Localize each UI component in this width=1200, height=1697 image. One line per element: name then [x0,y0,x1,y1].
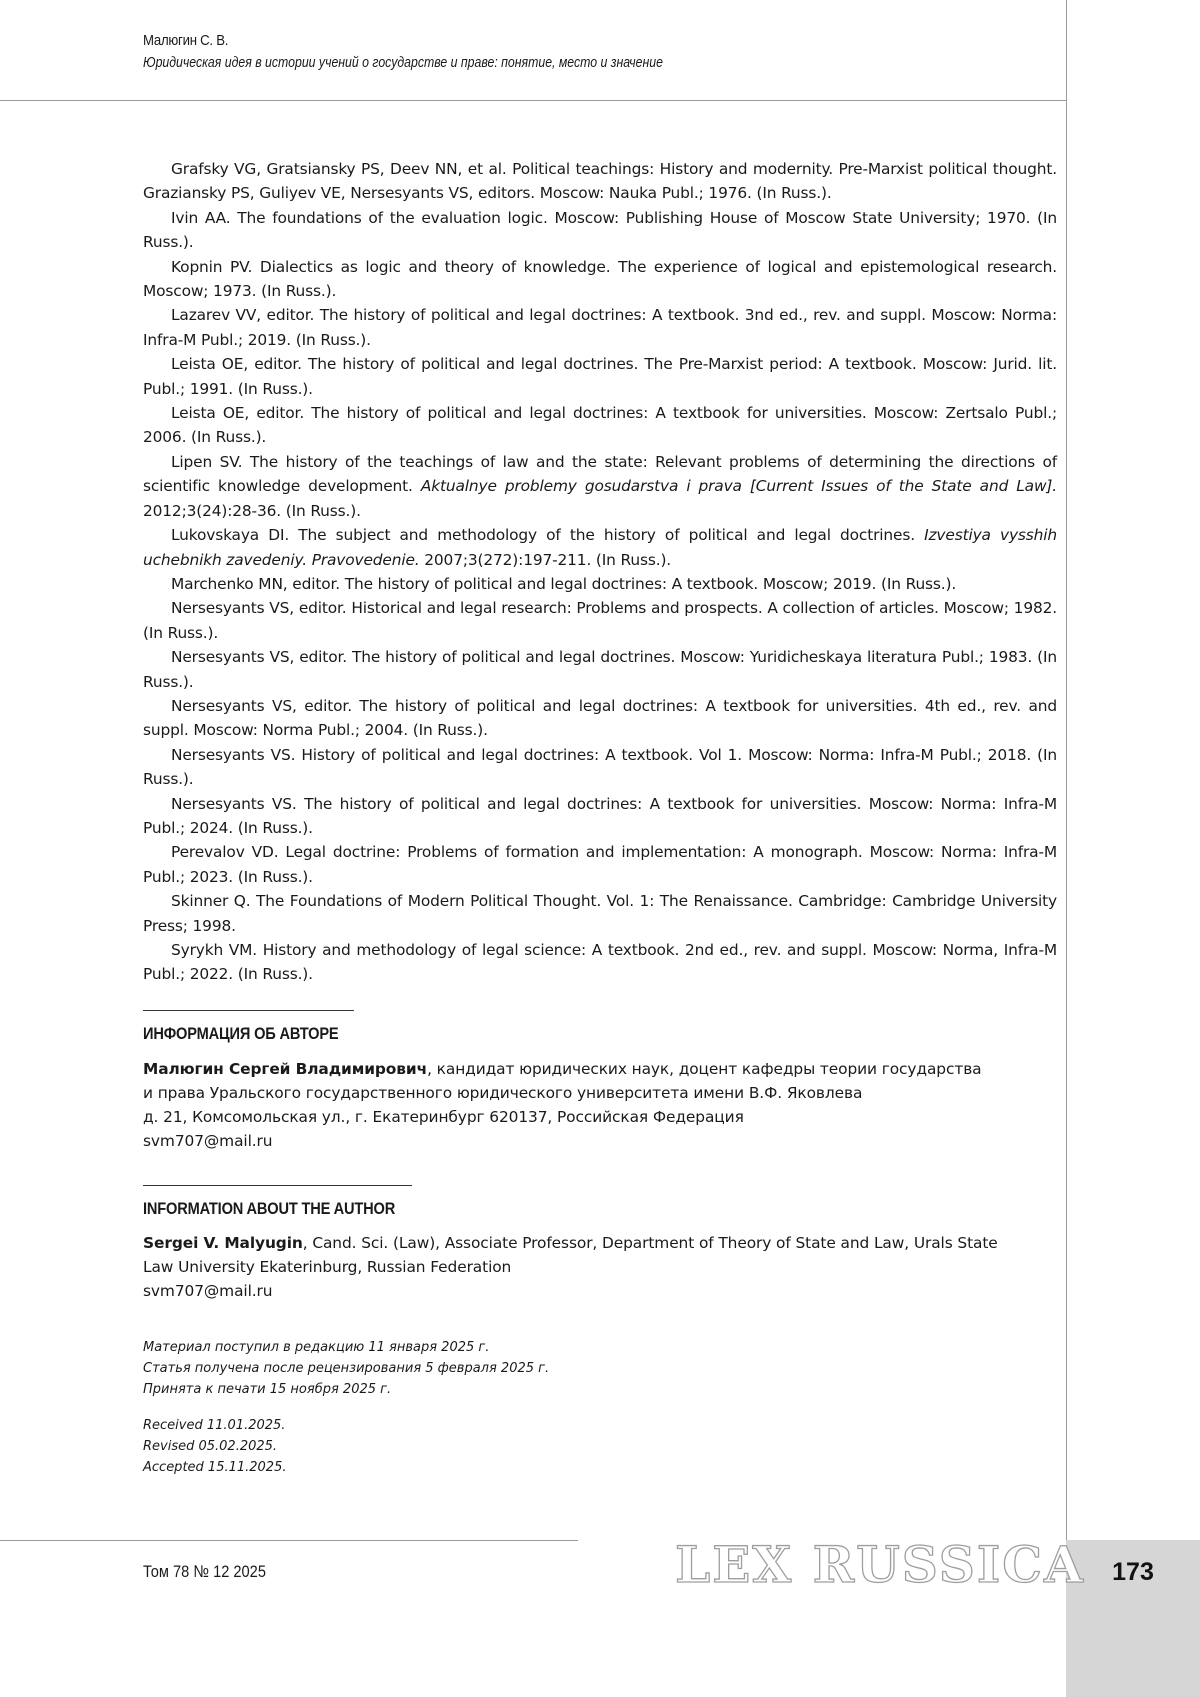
journal-logo [675,1532,1085,1594]
reference-entry: Nersesyants VS, editor. Historical and legal research: Problems and prospects. A collection of articles. Moscow; 1982. (In Russ.). [143,599,1057,642]
running-head [143,32,1043,71]
date-revised-en: Revised 05.02.2025. [143,1439,278,1454]
reference-entry: Lazarev VV, editor. The history of political and legal doctrines: A textbook. 3nd ed., rev. and suppl. Moscow: Norma: Infra-M Publ.; 2019. (In Russ.). [143,306,1057,349]
reference-entry: Nersesyants VS. History of political and legal doctrines: A textbook. Vol 1. Moscow: Norma: Infra-M Publ.; 2018. (In Russ.). [143,745,1057,789]
header-rule [0,100,1066,101]
reference-entry: Ivin AA. The foundations of the evaluation logic. Moscow: Publishing House of Moscow State University; 1970. (In Russ.). [143,208,1057,252]
reference-entry: Lukovskaya DI. The subject and methodology of the history of political and legal doctrines. Izvestiya vysshih uchebnikh zavedeniy. Pravovedenie. 2007;3(272):197-211. (In Russ.). [143,526,1057,569]
page-edge-rule [1066,0,1067,1540]
reference-list [143,157,1057,987]
date-accepted-en: Accepted 15.11.2025. [143,1460,287,1475]
date-accepted-ru: Принята к печати 15 ноября 2025 г. [143,1382,392,1397]
author-info-ru-text [143,1057,1057,1153]
author-address-ru: д. 21, Комсомольская ул., г. Екатеринбург 620137, Российская Федерация [143,1108,744,1126]
author-info-en-heading: INFORMATION ABOUT THE AUTHOR [143,1199,396,1218]
reference-entry: Nersesyants VS, editor. The history of political and legal doctrines: A textbook for universities. 4th ed., rev. and suppl. Moscow: Norma Publ.; 2004. (In Russ.). [143,696,1057,740]
author-affiliation-ru: , кандидат юридических наук, доцент кафедры теории государства [427,1060,982,1078]
author-info-ru-heading: ИНФОРМАЦИЯ ОБ АВТОРЕ [143,1024,339,1043]
author-name-en: Sergei V. Malyugin [143,1234,303,1252]
date-received-ru: Материал поступил в редакцию 11 января 2025 г. [143,1340,490,1355]
date-revised-ru: Статья получена после рецензирования 5 февраля 2025 г. [143,1361,550,1376]
section-rule [143,1010,354,1011]
author-info-ru [143,1010,1057,1153]
submission-dates-ru [143,1337,549,1400]
author-affiliation-en-line2: Law University Ekaterinburg, Russian Federation [143,1258,512,1276]
journal-logo-text: LEX RUSSICA [675,1535,1085,1594]
reference-entry: Syrykh VM. History and methodology of legal science: A textbook. 2nd ed., rev. and suppl. Moscow: Norma, Infra-M Publ.; 2022. (In Russ.). [143,941,1057,984]
author-affiliation-en: , Cand. Sci. (Law), Associate Professor, Department of Theory of State and Law, Urals State [302,1234,998,1252]
section-rule [143,1185,412,1186]
author-name-ru: Малюгин Сергей Владимирович [143,1060,428,1078]
journal-issue: Том 78 № 12 2025 [143,1562,266,1581]
reference-entry: Skinner Q. The Foundations of Modern Political Thought. Vol. 1: The Renaissance. Cambridge: Cambridge University Press; 1998. [143,892,1057,935]
author-email-ru[interactable]: svm707@mail.ru [143,1132,273,1150]
reference-entry: Leista OE, editor. The history of political and legal doctrines. The Pre-Marxist period: A textbook. Moscow: Jurid. lit. Publ.; 1991. (In Russ.). [143,355,1057,398]
author-info-en [143,1185,1057,1303]
reference-entry: Nersesyants VS. The history of political and legal doctrines: A textbook for universities. Moscow: Norma: Infra-M Publ.; 2024. (In Russ.). [143,794,1057,837]
author-affiliation-ru-line2: и права Уральского государственного юридического университета имени В.Ф. Яковлева [143,1084,863,1102]
running-head-author: Малюгин С. В. [143,32,229,49]
reference-entry: Grafsky VG, Gratsiansky PS, Deev NN, et al. Political teachings: History and modernity. Pre-Marxist political thought. Graziansky PS, Guliyev VE, Nersesyants VS, editors. Moscow: Nauka Publ.; 1976. (In Russ.). [143,160,1057,203]
author-email-en[interactable]: svm707@mail.ru [143,1282,273,1300]
date-received-en: Received 11.01.2025. [143,1418,286,1433]
page-number: 173 [1112,1558,1154,1586]
reference-entry: Lipen SV. The history of the teachings of law and the state: Relevant problems of determining the directions of scientific knowledge development. Aktualnye problemy gosudarstva i prava [Current Issues of the State and Law]. 2012;3(24):28-36. (In Russ.). [143,452,1057,520]
submission-dates-en [143,1415,286,1478]
author-info-en-text [143,1231,1057,1303]
reference-entry: Kopnin PV. Dialectics as logic and theory of knowledge. The experience of logical and epistemological research. Moscow; 1973. (In Russ.). [143,257,1057,301]
reference-entry: Marchenko MN, editor. The history of political and legal doctrines: A textbook. Moscow; 2019. (In Russ.). [171,574,957,593]
reference-entry: Perevalov VD. Legal doctrine: Problems of formation and implementation: A monograph. Moscow: Norma: Infra-M Publ.; 2023. (In Russ.). [143,843,1057,886]
running-head-title: Юридическая идея в истории учений о государстве и праве: понятие, место и значение [143,54,663,71]
reference-entry: Leista OE, editor. The history of political and legal doctrines: A textbook for universities. Moscow: Zertsalo Publ.; 2006. (In Russ.). [143,404,1057,447]
reference-entry: Nersesyants VS, editor. The history of political and legal doctrines. Moscow: Yuridicheskaya literatura Publ.; 1983. (In Russ.). [143,648,1057,691]
footer-rule [0,1540,578,1541]
